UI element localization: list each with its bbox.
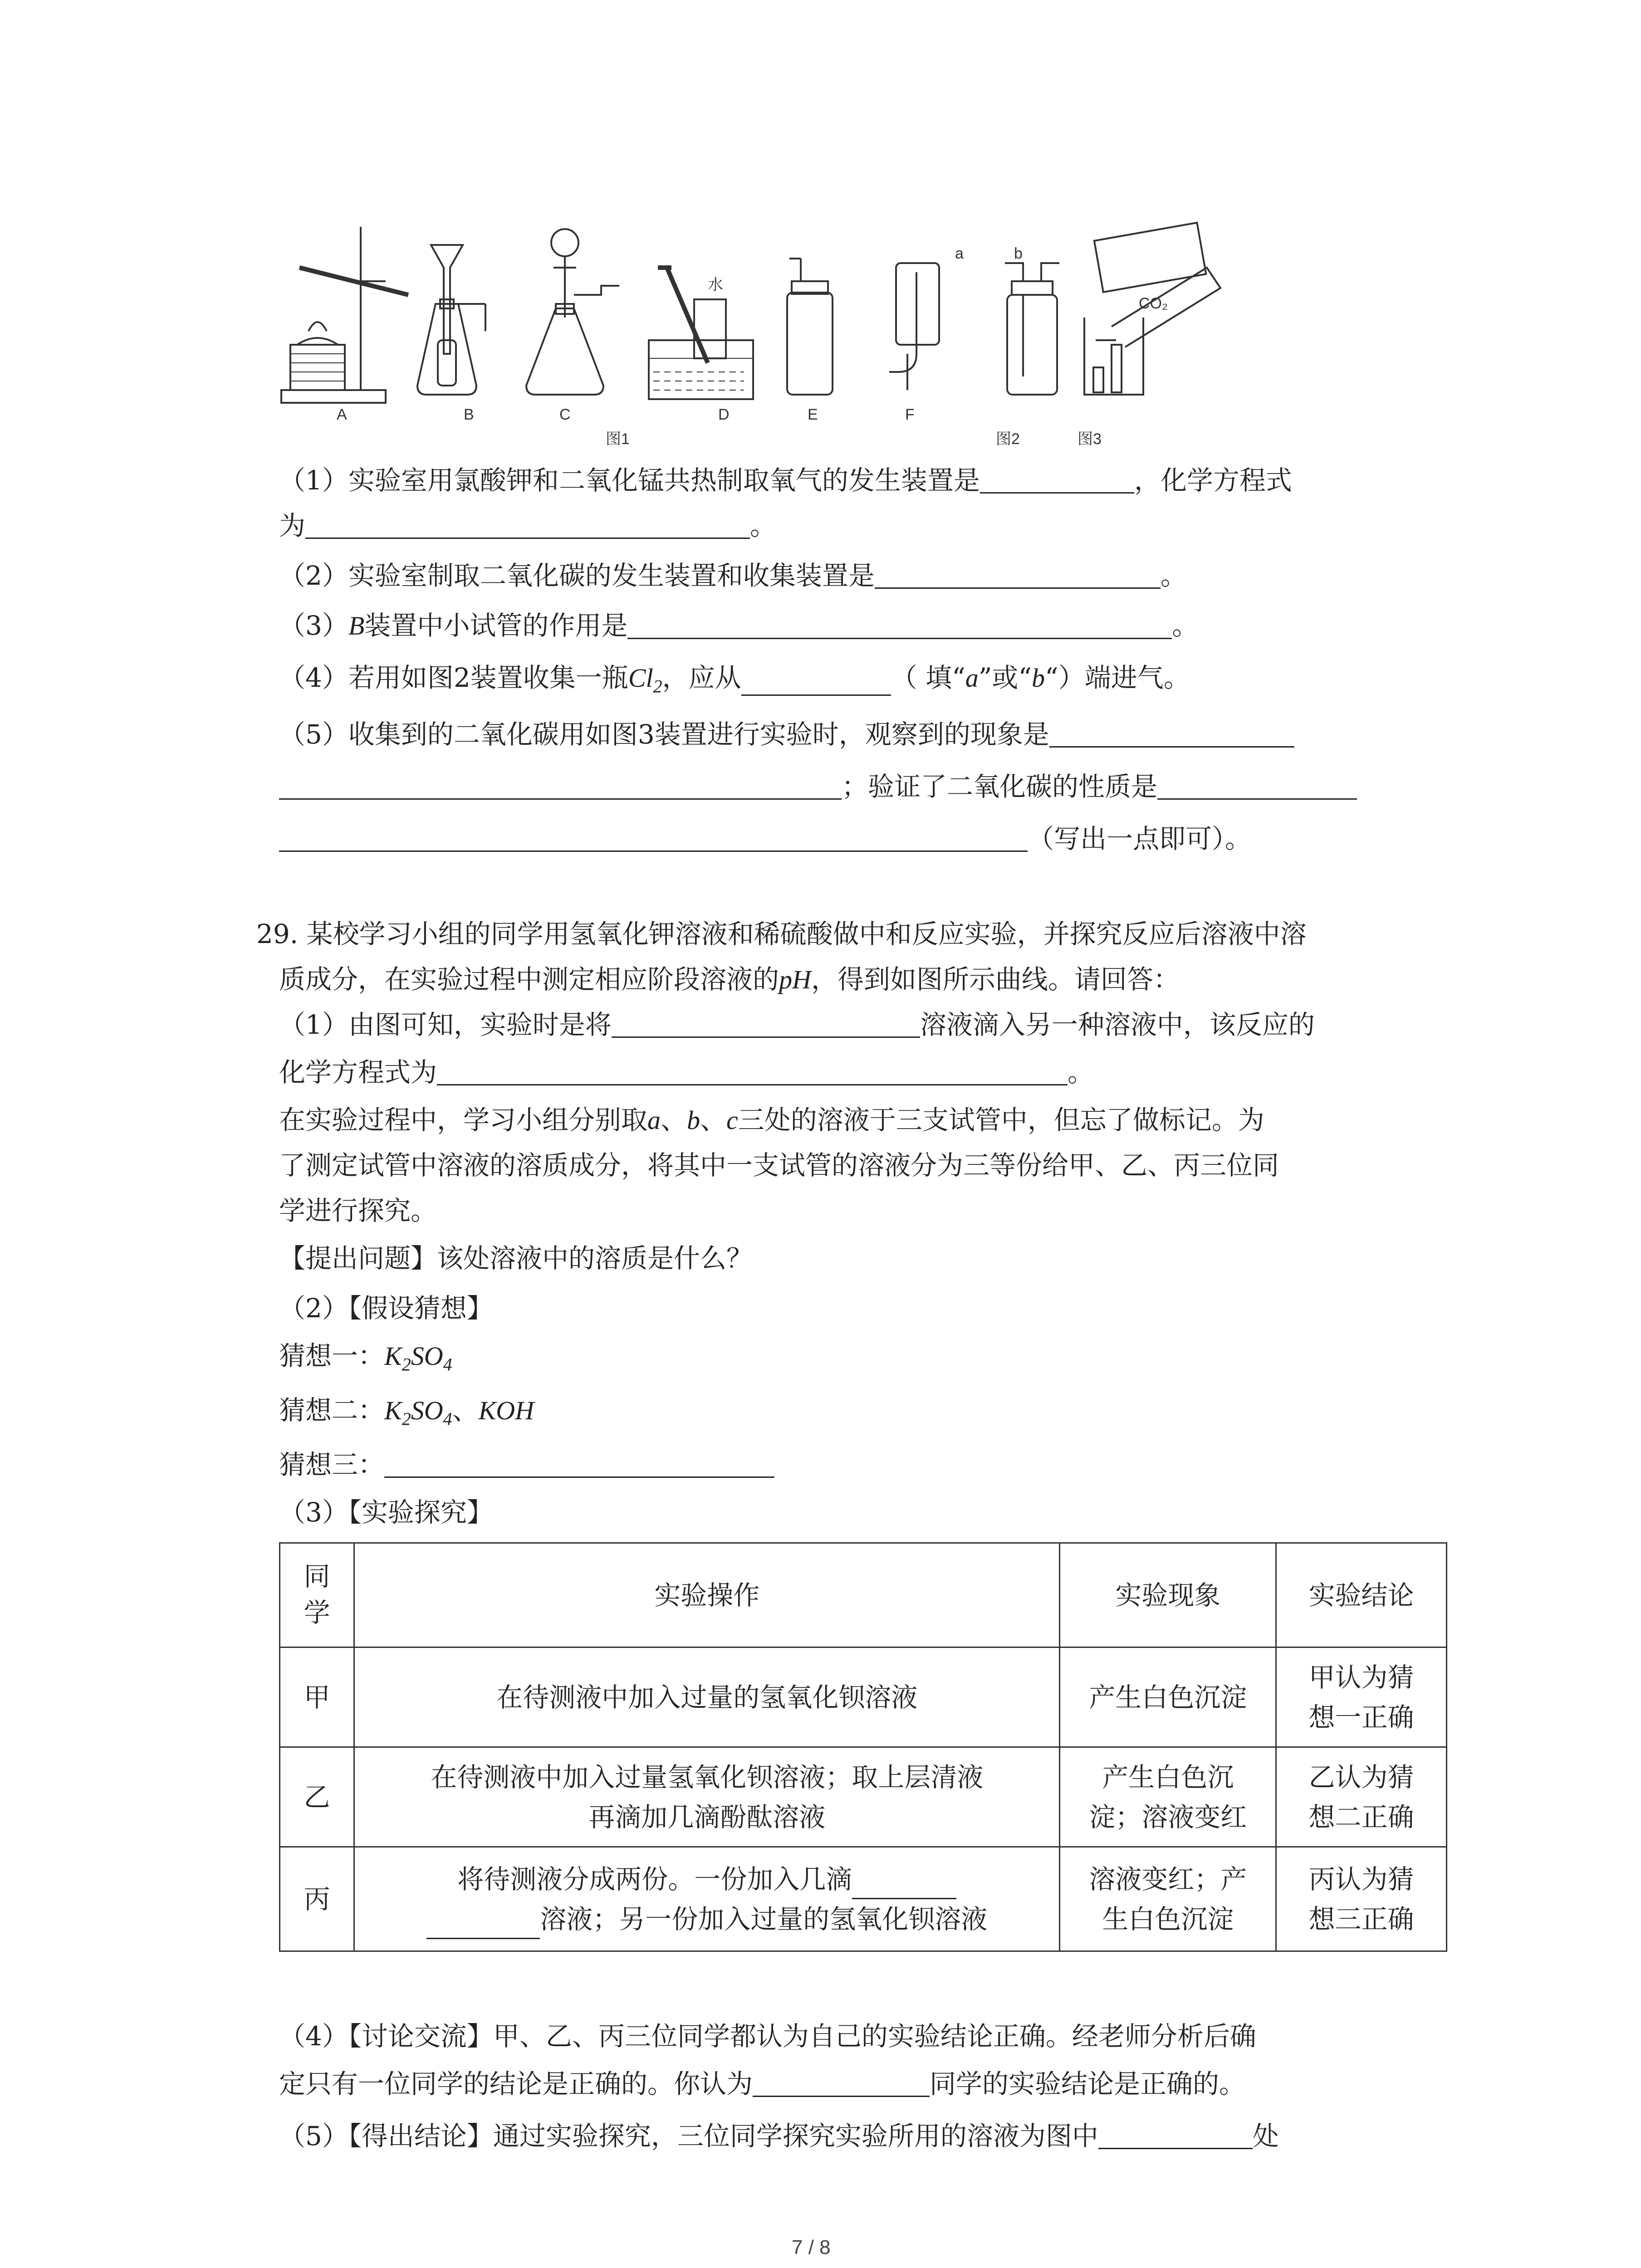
- answer-blank[interactable]: [384, 1452, 774, 1478]
- cell-conclusion: 乙认为猜 想二正确: [1276, 1747, 1447, 1847]
- table-row: [280, 1847, 1447, 1951]
- q29-line2: 质成分，在实验过程中测定相应阶段溶液的pH，得到如图所示曲线。请回答：: [279, 964, 1180, 995]
- label-co2: CO₂: [1139, 295, 1168, 312]
- answer-blank[interactable]: [627, 613, 1172, 639]
- header-student: 同学: [280, 1543, 354, 1647]
- cell-phenomenon: 产生白色沉 淀；溶液变红: [1060, 1747, 1276, 1847]
- cell-phenomenon: 溶液变红；产 生白色沉淀: [1060, 1847, 1276, 1951]
- caption-fig2: 图2: [996, 430, 1020, 448]
- q29-experiment-title: （3）【实验探究】: [279, 1497, 493, 1528]
- cell-operation: 在待测液中加入过量的氢氧化钡溶液: [354, 1647, 1060, 1747]
- q28-part5-line3: （写出一点即可）。: [279, 826, 1251, 852]
- q29-hypothesis-title: （2）【假设猜想】: [279, 1293, 493, 1324]
- answer-blank[interactable]: [1049, 722, 1294, 748]
- q29-question: 【提出问题】该处溶液中的溶质是什么？: [279, 1243, 753, 1274]
- label-f: F: [905, 406, 915, 423]
- q29-guess3: 猜想三：: [279, 1452, 774, 1478]
- label-port-a: a: [955, 245, 964, 262]
- label-e: E: [808, 406, 818, 423]
- apparatus-fig2: [1005, 263, 1059, 395]
- q28-part2: （2）实验室制取二氧化碳的发生装置和收集装置是 。: [279, 560, 1187, 591]
- label-water: 水: [708, 276, 723, 293]
- answer-blank[interactable]: [753, 2071, 930, 2097]
- answer-blank[interactable]: [1157, 774, 1357, 800]
- table-row: [280, 1747, 1447, 1847]
- apparatus-f: [889, 263, 939, 390]
- cell-student: 丙: [280, 1847, 354, 1951]
- apparatus-b: [417, 245, 485, 395]
- q28-part5-line1: （5）收集到的二氧化碳用如图3装置进行实验时，观察到的现象是: [279, 721, 1294, 748]
- apparatus-e: [787, 259, 833, 395]
- label-b: B: [464, 406, 474, 423]
- caption-fig3: 图3: [1078, 430, 1102, 448]
- answer-blank[interactable]: [426, 1906, 540, 1939]
- q29-part4-line1: （4）【讨论交流】甲、乙、丙三位同学都认为自己的实验结论正确。经老师分析后确: [279, 2021, 1256, 2052]
- answer-blank[interactable]: [612, 1012, 920, 1038]
- answer-blank[interactable]: [980, 468, 1134, 494]
- answer-blank[interactable]: [305, 513, 750, 539]
- q29-line7: 学进行探究。: [279, 1195, 437, 1226]
- caption-fig1: 图1: [606, 430, 630, 448]
- answer-blank[interactable]: [279, 826, 1028, 852]
- cell-operation: 将待测液分成两份。一份加入几滴 溶液；另一份加入过量的氢氧化钡溶液: [354, 1847, 1060, 1951]
- q29-part1-line1: （1）由图可知，实验时是将 溶液滴入另一种溶液中，该反应的: [279, 1009, 1315, 1040]
- answer-blank[interactable]: [852, 1866, 956, 1899]
- answer-blank[interactable]: [875, 563, 1161, 589]
- q29-part5: （5）【得出结论】通过实验探究，三位同学探究实验所用的溶液为图中 处: [279, 2121, 1279, 2151]
- cell-student: 乙: [280, 1747, 354, 1847]
- label-port-b: b: [1014, 245, 1023, 262]
- label-a: A: [337, 406, 347, 423]
- label-d: D: [718, 406, 730, 423]
- apparatus-figure: [272, 218, 1225, 454]
- experiment-table: [279, 1542, 1447, 1952]
- cell-operation: 在待测液中加入过量氢氧化钡溶液；取上层清液 再滴加几滴酚酞溶液: [354, 1747, 1060, 1847]
- q29-part1-line2: 化学方程式为 。: [279, 1057, 1094, 1088]
- answer-blank[interactable]: [279, 774, 842, 800]
- q29-guess2: 猜想二：$K_2SO_4$、KOH: [279, 1395, 534, 1429]
- q29-guess1: 猜想一：$K_2SO_4$: [279, 1340, 452, 1375]
- q28-part4: （4）若用如图2装置收集一瓶$Cl_2$，应从 （ 填“a”或“b“）端进气。: [279, 662, 1190, 697]
- cell-phenomenon: 产生白色沉淀: [1060, 1647, 1276, 1747]
- table-row: [280, 1647, 1447, 1747]
- apparatus-c: [526, 229, 619, 395]
- q28-part1-line2: 为 。: [279, 510, 777, 541]
- q28-part3: （3）B装置中小试管的作用是 。: [279, 610, 1199, 641]
- q28-part1-line1: （1）实验室用氯酸钾和二氧化锰共热制取氧气的发生装置是 ，化学方程式: [279, 465, 1292, 496]
- answer-blank[interactable]: [741, 670, 891, 696]
- cell-student: 甲: [280, 1647, 354, 1747]
- q29-part4-line2: 定只有一位同学的结论是正确的。你认为 同学的实验结论是正确的。: [279, 2068, 1246, 2099]
- table-row: [280, 1543, 1447, 1647]
- header-operation: 实验操作: [354, 1543, 1060, 1647]
- q29-line6: 了测定试管中溶液的溶质成分，将其中一支试管的溶液分为三等份给甲、乙、丙三位同: [279, 1150, 1279, 1181]
- header-phenomenon: 实验现象: [1060, 1543, 1276, 1647]
- q29-line1: 29. 某校学习小组的同学用氢氧化钾溶液和稀硫酸做中和反应实验，并探究反应后溶液中溶: [256, 919, 1307, 949]
- answer-blank[interactable]: [1098, 2123, 1253, 2149]
- page-number: 7 / 8: [792, 2236, 831, 2258]
- answer-blank[interactable]: [437, 1060, 1068, 1085]
- q29-line5: 在实验过程中，学习小组分别取a、b、c三处的溶液于三支试管中，但忘了做标记。为: [279, 1105, 1264, 1135]
- q28-part5-line2: ；验证了二氧化碳的性质是: [279, 773, 1357, 800]
- cell-conclusion: 丙认为猜 想三正确: [1276, 1847, 1447, 1951]
- header-conclusion: 实验结论: [1276, 1543, 1447, 1647]
- label-c: C: [559, 406, 571, 423]
- apparatus-d: [649, 268, 753, 399]
- apparatus-a: [281, 227, 408, 403]
- cell-conclusion: 甲认为猜 想一正确: [1276, 1647, 1447, 1747]
